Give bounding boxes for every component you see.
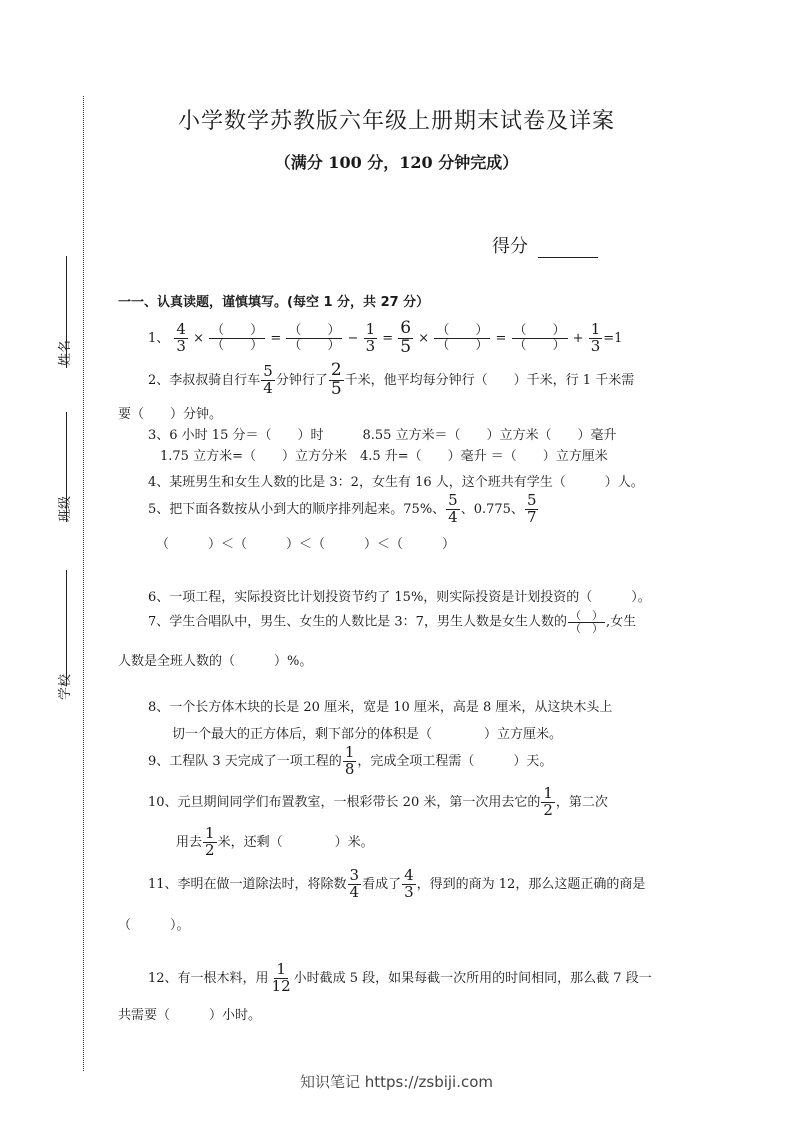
page-subtitle: （满分 100 分，120 分钟完成） (274, 153, 519, 172)
score-field (492, 232, 598, 258)
question-6: 6、一项工程，实际投资比计划投资节约了 15%，则实际投资是计划投资的（ ）。 (148, 590, 651, 605)
q2-fraction-2: $\frac{2}{5}$ (330, 360, 342, 399)
section-heading: 一一、认真读题，谨慎填写。(每空 1 分，共 27 分） (118, 295, 430, 310)
q1-plus: + (572, 330, 584, 346)
question-7-line2: 人数是全班人数的（ ）%。 (118, 654, 313, 669)
question-11-line2: （ ）。 (118, 918, 190, 933)
q10-fraction-1: $\frac{1}{2}$ (543, 784, 553, 819)
question-5-line2: （ ）＜（ ）＜（ ）＜（ ） (156, 537, 456, 552)
q10-text-c: 用去 (176, 834, 203, 850)
q1-result: =1 (603, 330, 623, 346)
question-8-line2: 切一个最大的正方体后，剩下部分的体积是（ ）立方厘米。 (172, 727, 563, 742)
question-3-line2: 1.75 立方米=（ ）立方分米 4.5 升=（ ）毫升 ＝（ ）立方厘米 (160, 449, 608, 464)
class-label: 班级 (58, 495, 73, 522)
q9-fraction: $\frac{1}{8}$ (344, 743, 355, 778)
q1-fraction-4: $\frac{1}{3}$ (590, 320, 601, 355)
q7-blank-fraction: $\frac{( )}{( )}$ (569, 609, 603, 635)
q5-text-b: 、0.775、 (460, 501, 524, 517)
question-8-line1: 8、一个长方体木块的长是 20 厘米，宽是 10 厘米，高是 8 厘米，从这块木头上 (148, 700, 613, 715)
score-label: 得分 (492, 236, 528, 257)
q9-text-a: 9、工程队 3 天完成了一项工程的 (148, 753, 342, 769)
question-1 (148, 320, 622, 357)
q10-text-b: ，第二次 (555, 794, 608, 810)
q5-fraction-1: $\frac{5}{4}$ (448, 491, 458, 526)
question-9 (148, 745, 552, 778)
q5-text-a: 5、把下面各数按从小到大的顺序排列起来。75%、 (148, 501, 446, 517)
question-12-line2: 共需要（ ）小时。 (118, 1008, 262, 1023)
q10-text-d: 米，还剩（ ）米。 (217, 834, 374, 850)
question-3-line1: 3、6 小时 15 分＝（ ）时 8.55 立方米＝（ ）立方米（ ）毫升 (148, 428, 617, 443)
q11-fraction-1: $\frac{3}{4}$ (349, 866, 360, 901)
q2-text-b: 分钟行了 (275, 372, 328, 388)
q11-text-c: ，得到的商为 12，那么这题正确的商是 (416, 876, 646, 892)
question-2-line2: 要（ ）分钟。 (118, 407, 223, 422)
school-write-line (66, 570, 67, 686)
question-12 (148, 962, 652, 995)
question-10 (148, 786, 608, 819)
q1-equals: = (270, 330, 282, 346)
q10-fraction-2: $\frac{1}{2}$ (205, 824, 215, 859)
binding-dotted-line (83, 96, 84, 1071)
question-4: 4、某班男生和女生人数的比是 3：2，女生有 16 人，这个班共有学生（ ）人。 (148, 475, 644, 490)
school-label: 学校 (58, 673, 73, 700)
q1-blank-fraction-1: $\frac{( )}{( )}$ (211, 323, 264, 353)
q5-fraction-2: $\frac{5}{7}$ (526, 491, 537, 526)
q1-blank-fraction-3: $\frac{( )}{( )}$ (436, 323, 489, 353)
q1-equals: = (495, 330, 507, 346)
q2-text-a: 2、李叔叔骑自行车 (148, 372, 261, 388)
q1-times: × (418, 330, 430, 346)
page-title: 小学数学苏教版六年级上册期末试卷及详案 (177, 109, 615, 134)
q7-text-a: 7、学生合唱队中，男生、女生的人数比是 3：7，男生人数是女生人数的 (148, 614, 567, 630)
q11-fraction-2: $\frac{4}{3}$ (404, 866, 414, 901)
name-label: 姓名 (58, 339, 73, 366)
q11-text-b: 看成了 (362, 876, 402, 892)
q9-text-b: ，完成全项工程需（ ）天。 (357, 753, 553, 769)
question-2 (148, 362, 634, 399)
q10-text-a: 10、元旦期间同学们布置教室，一根彩带长 20 米，第一次用去它的 (148, 794, 541, 810)
q1-minus: − (347, 330, 359, 346)
q1-blank-fraction-4: $\frac{( )}{( )}$ (513, 323, 566, 353)
q7-text-b: ,女生 (605, 614, 637, 630)
q1-number: 1、 (148, 330, 170, 346)
question-7 (148, 610, 636, 634)
q12-text-a: 12、有一根木料，用 (148, 970, 269, 986)
question-10-line2 (176, 826, 374, 859)
q12-text-b: 小时截成 5 段，如果每截一次所用的时间相同，那么截 7 段一 (293, 970, 652, 986)
question-5 (148, 493, 539, 526)
q1-fraction-1: $\frac{4}{3}$ (176, 320, 186, 355)
q1-blank-fraction-2: $\frac{( )}{( )}$ (288, 323, 341, 353)
q1-times: × (193, 330, 205, 346)
score-blank (538, 257, 598, 258)
footer-watermark: 知识笔记 https://zsbiji.com (299, 1073, 494, 1091)
question-11 (148, 868, 645, 901)
q2-text-c: 千米，他平均每分钟行（ ）千米，行 1 千米需 (344, 372, 635, 388)
q11-text-a: 11、李明在做一道除法时，将除数 (148, 876, 347, 892)
q2-fraction-1: $\frac{5}{4}$ (263, 362, 273, 397)
q1-equals: = (382, 330, 394, 346)
q12-fraction: $\frac{1}{12}$ (271, 960, 291, 995)
q1-fraction-2: $\frac{1}{3}$ (365, 320, 376, 355)
q1-fraction-3: $\frac{6}{5}$ (400, 318, 412, 357)
